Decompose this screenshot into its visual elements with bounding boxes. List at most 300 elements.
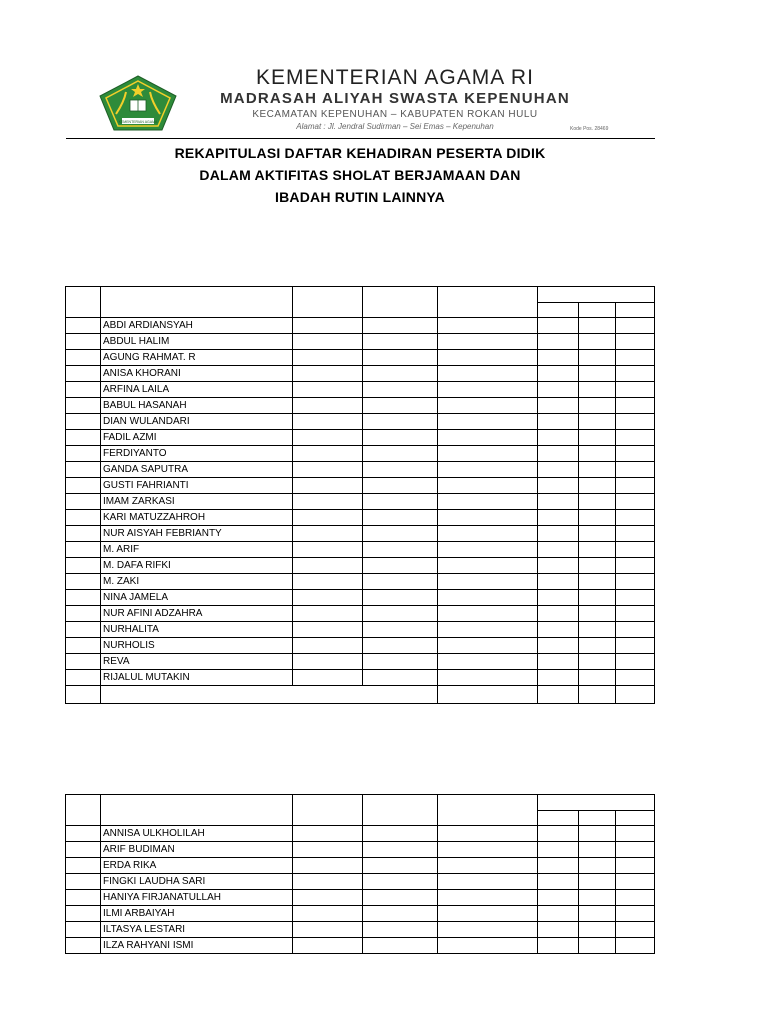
table-row (66, 334, 655, 350)
student-name: ILMI ARBAIYAH (101, 906, 293, 922)
header-cell (66, 795, 101, 826)
student-name: NINA JAMELA (101, 590, 293, 606)
table-cell (363, 414, 438, 430)
table-cell (538, 842, 579, 858)
table-cell (438, 826, 538, 842)
table-cell (616, 590, 655, 606)
table-cell (616, 430, 655, 446)
table-row (66, 510, 655, 526)
table-cell (438, 622, 538, 638)
letterhead (190, 66, 600, 133)
student-name: ANISA KHORANI (101, 366, 293, 382)
table-cell (538, 430, 579, 446)
table-cell (363, 510, 438, 526)
student-name: NUR AISYAH FEBRIANTY (101, 526, 293, 542)
table-cell (293, 906, 363, 922)
table-row (66, 590, 655, 606)
table-row (66, 318, 655, 334)
table-cell (66, 638, 101, 654)
table-cell (66, 366, 101, 382)
table-cell (579, 874, 616, 890)
table-row (66, 842, 655, 858)
table-row (66, 382, 655, 398)
table-row (66, 366, 655, 382)
table-cell (579, 826, 616, 842)
table-cell (616, 826, 655, 842)
table-cell (66, 654, 101, 670)
table-cell (579, 398, 616, 414)
table-cell (363, 430, 438, 446)
table-cell (616, 350, 655, 366)
table-cell (579, 590, 616, 606)
table-cell (66, 938, 101, 954)
table-cell (363, 398, 438, 414)
table-cell (438, 874, 538, 890)
table-cell (616, 842, 655, 858)
table-cell (438, 446, 538, 462)
table-cell (438, 590, 538, 606)
table-cell (616, 638, 655, 654)
table-cell (363, 670, 438, 686)
table-cell (579, 858, 616, 874)
table-cell (579, 686, 616, 704)
header-cell (438, 795, 538, 826)
table-cell (293, 670, 363, 686)
header-cell (101, 287, 293, 318)
table-cell (293, 638, 363, 654)
student-name: ARIF BUDIMAN (101, 842, 293, 858)
table-cell (66, 606, 101, 622)
table-cell (293, 510, 363, 526)
table-row (66, 890, 655, 906)
table-cell (538, 334, 579, 350)
table-cell (579, 334, 616, 350)
table-cell (438, 606, 538, 622)
table-cell (538, 654, 579, 670)
table-cell (579, 462, 616, 478)
ministry-name: KEMENTERIAN AGAMA RI (256, 66, 534, 89)
table-cell (363, 478, 438, 494)
student-name: M. ZAKI (101, 574, 293, 590)
header-subcell (579, 303, 616, 318)
total-row (66, 686, 655, 704)
table-cell (363, 826, 438, 842)
title-line-1: REKAPITULASI DAFTAR KEHADIRAN PESERTA DIDIK (174, 145, 546, 161)
table-cell (438, 574, 538, 590)
letterhead-rule (66, 138, 655, 139)
table-row (66, 494, 655, 510)
table-cell (438, 334, 538, 350)
table-cell (66, 574, 101, 590)
table-cell (363, 462, 438, 478)
table-cell (293, 382, 363, 398)
kemenag-logo (96, 74, 180, 132)
table-cell (538, 494, 579, 510)
document-title (90, 142, 630, 208)
table-cell (438, 462, 538, 478)
table-row (66, 654, 655, 670)
table-cell (363, 858, 438, 874)
table-row (66, 398, 655, 414)
table-cell (438, 670, 538, 686)
table-cell (538, 318, 579, 334)
table-cell (616, 382, 655, 398)
table-cell (616, 670, 655, 686)
table-cell (538, 590, 579, 606)
table-cell (616, 622, 655, 638)
header-subcell (538, 303, 579, 318)
table-cell (293, 446, 363, 462)
table-cell (538, 558, 579, 574)
table-cell (579, 542, 616, 558)
table-cell (616, 574, 655, 590)
header-cell (293, 795, 363, 826)
table-cell (293, 526, 363, 542)
table-cell (293, 350, 363, 366)
table-cell (363, 938, 438, 954)
header-cell (293, 287, 363, 318)
header-subcell (616, 811, 655, 826)
table-cell (438, 890, 538, 906)
table-cell (616, 318, 655, 334)
table-cell (438, 318, 538, 334)
table-cell (579, 890, 616, 906)
table-cell (293, 574, 363, 590)
student-name: ARFINA LAILA (101, 382, 293, 398)
table-cell (438, 858, 538, 874)
table-row (66, 874, 655, 890)
table-cell (538, 414, 579, 430)
table-cell (616, 542, 655, 558)
table-cell (616, 462, 655, 478)
postal-code: Kode Pos. 28469 (570, 126, 609, 132)
table-cell (293, 654, 363, 670)
table-cell (616, 922, 655, 938)
table-cell (579, 622, 616, 638)
table-cell (66, 826, 101, 842)
student-name: BABUL HASANAH (101, 398, 293, 414)
table-cell (363, 574, 438, 590)
table-cell (66, 590, 101, 606)
student-name: RIJALUL MUTAKIN (101, 670, 293, 686)
table-cell (66, 558, 101, 574)
table-cell (66, 622, 101, 638)
table-row (66, 638, 655, 654)
table-cell (579, 938, 616, 954)
table-cell (293, 558, 363, 574)
student-name: FADIL AZMI (101, 430, 293, 446)
student-name: M. ARIF (101, 542, 293, 558)
table-cell (363, 638, 438, 654)
table-cell (293, 542, 363, 558)
table-cell (538, 922, 579, 938)
table-cell (538, 826, 579, 842)
table-cell (66, 430, 101, 446)
student-name: REVA (101, 654, 293, 670)
table-cell (66, 446, 101, 462)
header-subcell (579, 811, 616, 826)
table-row (66, 542, 655, 558)
table-cell (616, 858, 655, 874)
table-cell (101, 686, 438, 704)
table-cell (438, 654, 538, 670)
student-name: GUSTI FAHRIANTI (101, 478, 293, 494)
table-cell (538, 670, 579, 686)
table-cell (66, 318, 101, 334)
table-cell (616, 654, 655, 670)
table-cell (293, 366, 363, 382)
table-cell (293, 842, 363, 858)
header-cell (101, 795, 293, 826)
table-cell (66, 350, 101, 366)
student-name: NURHOLIS (101, 638, 293, 654)
table-cell (538, 510, 579, 526)
table-cell (579, 526, 616, 542)
table-cell (363, 542, 438, 558)
table-cell (293, 494, 363, 510)
table-cell (438, 398, 538, 414)
svg-text:KEMENTERIAN AGAMA: KEMENTERIAN AGAMA (118, 120, 158, 124)
table-row (66, 430, 655, 446)
table-cell (438, 922, 538, 938)
table-cell (538, 382, 579, 398)
table-cell (293, 398, 363, 414)
table-cell (363, 494, 438, 510)
table-cell (538, 858, 579, 874)
table-cell (438, 350, 538, 366)
table-cell (293, 414, 363, 430)
table-cell (363, 318, 438, 334)
table-cell (616, 874, 655, 890)
table-cell (616, 558, 655, 574)
table-cell (616, 494, 655, 510)
table-cell (579, 414, 616, 430)
table-cell (363, 526, 438, 542)
table-cell (438, 366, 538, 382)
table-cell (293, 874, 363, 890)
header-cell (363, 287, 438, 318)
table-cell (438, 414, 538, 430)
student-name: FINGKI LAUDHA SARI (101, 874, 293, 890)
table-cell (438, 478, 538, 494)
student-name: ERDA RIKA (101, 858, 293, 874)
table-cell (438, 430, 538, 446)
header-group-cell (538, 287, 655, 303)
student-name: FERDIYANTO (101, 446, 293, 462)
table-cell (293, 922, 363, 938)
table-cell (293, 858, 363, 874)
table-cell (616, 398, 655, 414)
table-row (66, 462, 655, 478)
table-cell (66, 398, 101, 414)
table-cell (66, 334, 101, 350)
table-cell (363, 842, 438, 858)
table-cell (293, 334, 363, 350)
table-row (66, 938, 655, 954)
table-cell (579, 478, 616, 494)
table-cell (66, 890, 101, 906)
table-cell (579, 922, 616, 938)
table-cell (66, 542, 101, 558)
table-cell (363, 382, 438, 398)
address-line: Alamat : Jl. Jendral Sudirman – Sei Emas – Kepenuhan (296, 122, 494, 131)
attendance-table-1 (65, 286, 655, 704)
table-cell (538, 874, 579, 890)
table-row (66, 606, 655, 622)
header-subcell (616, 303, 655, 318)
table-cell (579, 654, 616, 670)
student-name: KARI MATUZZAHROH (101, 510, 293, 526)
table-cell (293, 938, 363, 954)
table-cell (66, 922, 101, 938)
student-name: ANNISA ULKHOLILAH (101, 826, 293, 842)
table-row (66, 526, 655, 542)
table-cell (66, 686, 101, 704)
student-name: AGUNG RAHMAT. R (101, 350, 293, 366)
table-cell (438, 558, 538, 574)
table-cell (438, 638, 538, 654)
table-cell (363, 906, 438, 922)
student-name: ABDUL HALIM (101, 334, 293, 350)
table-cell (438, 542, 538, 558)
table-row (66, 670, 655, 686)
header-subcell (538, 811, 579, 826)
table-cell (538, 542, 579, 558)
table-cell (363, 446, 438, 462)
table-cell (66, 874, 101, 890)
table-cell (66, 858, 101, 874)
table-cell (363, 350, 438, 366)
district-line: KECAMATAN KEPENUHAN – KABUPATEN ROKAN HULU (252, 109, 538, 120)
table-row (66, 858, 655, 874)
table-cell (293, 890, 363, 906)
table-row (66, 350, 655, 366)
header-cell (438, 287, 538, 318)
table-row (66, 414, 655, 430)
table-row (66, 826, 655, 842)
table-cell (66, 842, 101, 858)
header-cell (363, 795, 438, 826)
table-cell (579, 558, 616, 574)
table-cell (579, 430, 616, 446)
table-cell (538, 622, 579, 638)
table-cell (579, 670, 616, 686)
table-cell (293, 478, 363, 494)
table-cell (66, 510, 101, 526)
table-cell (538, 446, 579, 462)
table-row (66, 574, 655, 590)
table-row (66, 906, 655, 922)
table-cell (616, 890, 655, 906)
student-name: ILZA RAHYANI ISMI (101, 938, 293, 954)
table-cell (293, 590, 363, 606)
table-cell (538, 890, 579, 906)
table-cell (616, 906, 655, 922)
school-name: MADRASAH ALIYAH SWASTA KEPENUHAN (220, 90, 570, 107)
table-cell (66, 526, 101, 542)
table-cell (438, 510, 538, 526)
table-cell (363, 590, 438, 606)
student-name: ILTASYA LESTARI (101, 922, 293, 938)
table-cell (363, 922, 438, 938)
student-name: DIAN WULANDARI (101, 414, 293, 430)
table-cell (579, 366, 616, 382)
attendance-table-2 (65, 794, 655, 954)
table-cell (66, 414, 101, 430)
table-cell (538, 478, 579, 494)
table-cell (293, 826, 363, 842)
student-name: NUR AFINI ADZAHRA (101, 606, 293, 622)
table-cell (579, 494, 616, 510)
table-cell (538, 686, 579, 704)
table-cell (579, 638, 616, 654)
table-row (66, 922, 655, 938)
table-cell (538, 462, 579, 478)
table-cell (579, 382, 616, 398)
table-cell (293, 462, 363, 478)
table-cell (293, 622, 363, 638)
table-row (66, 622, 655, 638)
table-cell (438, 906, 538, 922)
table-cell (538, 526, 579, 542)
table-cell (438, 938, 538, 954)
header-row (66, 795, 655, 811)
table-cell (66, 494, 101, 510)
table-row (66, 558, 655, 574)
table-cell (538, 638, 579, 654)
table-cell (438, 382, 538, 398)
table-cell (616, 366, 655, 382)
table-row (66, 478, 655, 494)
table-cell (616, 938, 655, 954)
table-cell (616, 446, 655, 462)
table-cell (579, 606, 616, 622)
student-name: HANIYA FIRJANATULLAH (101, 890, 293, 906)
table-cell (293, 606, 363, 622)
table-cell (616, 686, 655, 704)
table-cell (616, 414, 655, 430)
table-cell (538, 350, 579, 366)
table-cell (579, 906, 616, 922)
table-cell (66, 670, 101, 686)
table-cell (616, 510, 655, 526)
header-cell (66, 287, 101, 318)
table-cell (363, 890, 438, 906)
table-cell (363, 366, 438, 382)
table-cell (579, 510, 616, 526)
table-cell (538, 606, 579, 622)
table-cell (616, 478, 655, 494)
header-group-cell (538, 795, 655, 811)
table-cell (579, 574, 616, 590)
table-cell (538, 398, 579, 414)
student-name: IMAM ZARKASI (101, 494, 293, 510)
table-cell (293, 318, 363, 334)
table-cell (438, 526, 538, 542)
table-cell (579, 318, 616, 334)
table-cell (616, 606, 655, 622)
table-cell (438, 686, 538, 704)
student-name: ABDI ARDIANSYAH (101, 318, 293, 334)
student-name: M. DAFA RIFKI (101, 558, 293, 574)
student-name: NURHALITA (101, 622, 293, 638)
table-cell (616, 334, 655, 350)
table-cell (363, 874, 438, 890)
student-name: GANDA SAPUTRA (101, 462, 293, 478)
table-cell (538, 906, 579, 922)
table-cell (363, 606, 438, 622)
table-cell (438, 494, 538, 510)
